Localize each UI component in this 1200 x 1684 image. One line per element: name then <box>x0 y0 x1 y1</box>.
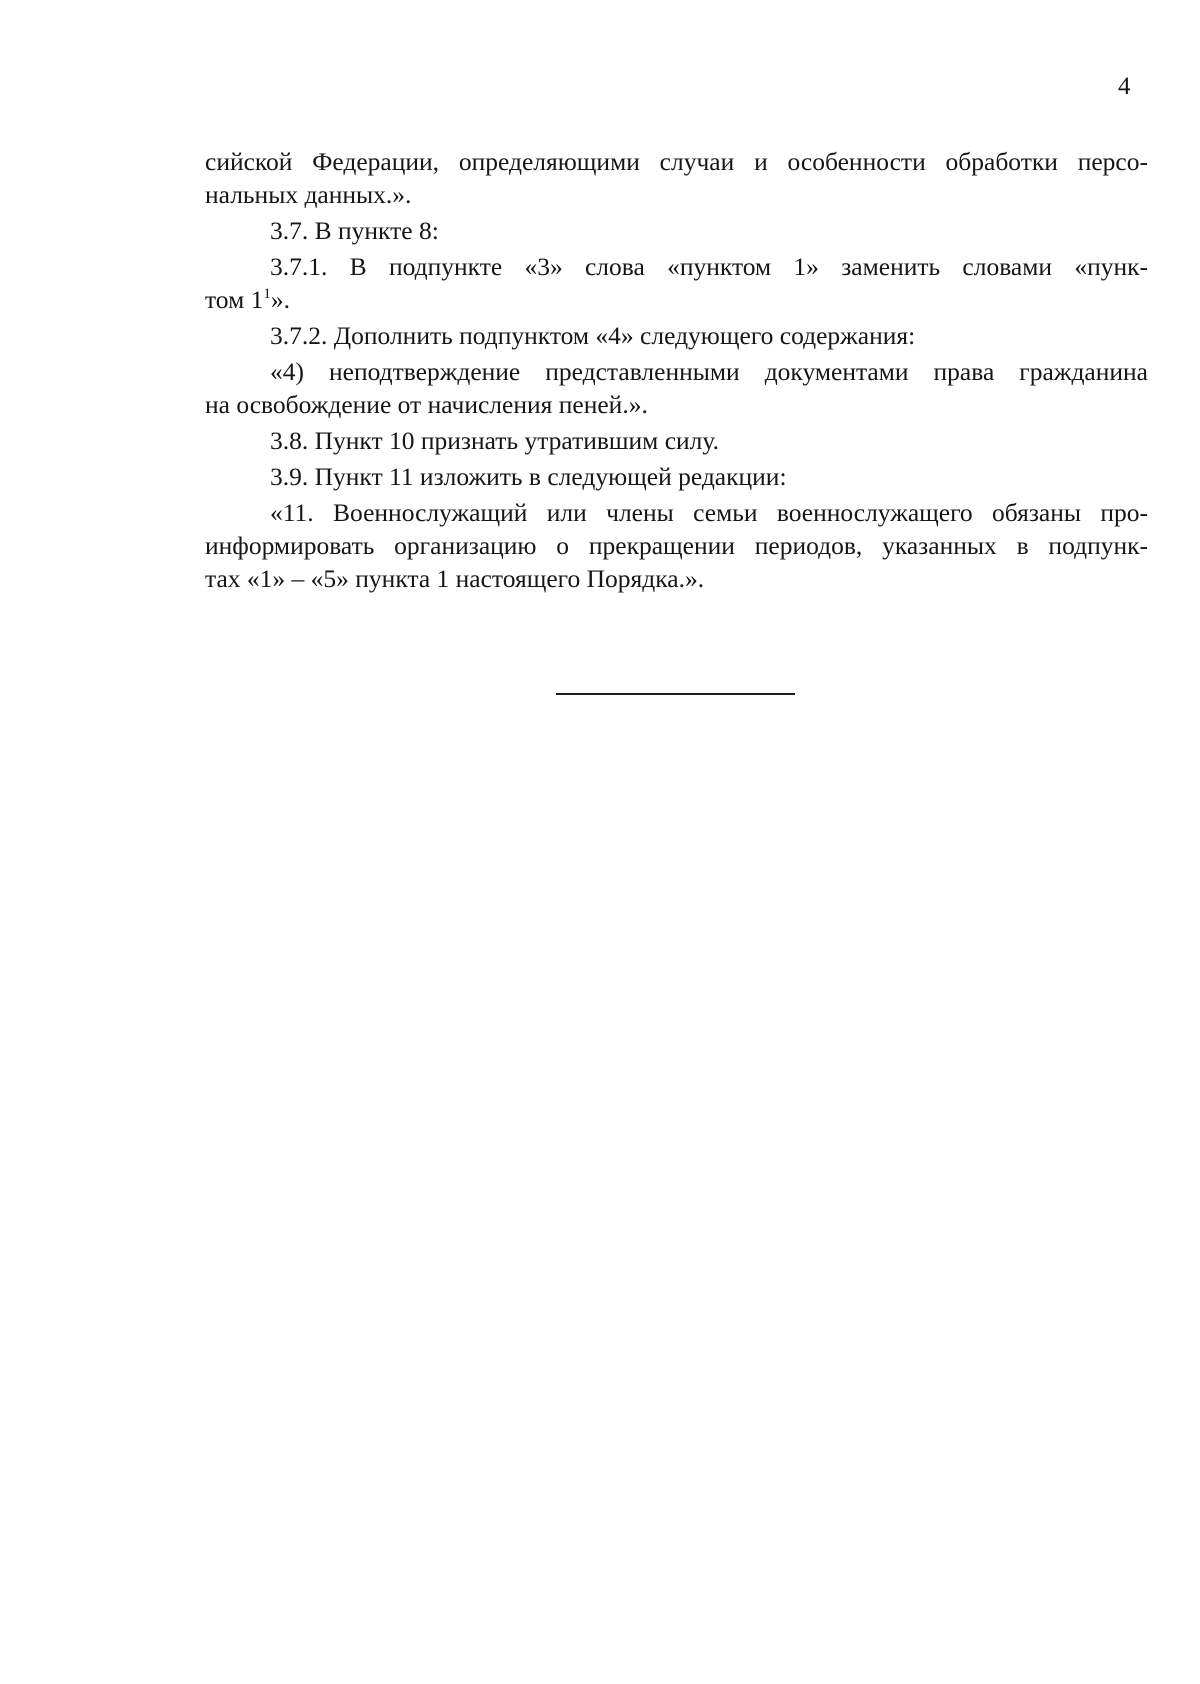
text-line: 3.7.1. В подпункте «3» слова «пунктом 1» заменить словами «пунк- <box>270 252 1148 281</box>
text-line: нальных данных.». <box>205 180 412 209</box>
text-line: 3.8. Пункт 10 признать утратившим силу. <box>270 426 719 455</box>
text-line: тах «1» – «5» пункта 1 настоящего Порядка.». <box>205 564 705 593</box>
text-fragment: том 1 <box>205 285 264 314</box>
text-line: «11. Военнослужащий или члены семьи военнослужащего обязаны про- <box>270 498 1148 527</box>
end-separator-line <box>556 693 795 695</box>
text-fragment: ». <box>270 285 290 314</box>
text-line: сийской Федерации, определяющими случаи и особенности обработки персо- <box>205 147 1148 176</box>
text-line: 3.9. Пункт 11 изложить в следующей редакции: <box>270 462 787 491</box>
text-line: 3.7.2. Дополнить подпунктом «4» следующего содержания: <box>270 321 916 350</box>
text-line <box>205 284 1148 316</box>
text-line: «4) неподтверждение представленными документами права гражданина <box>270 357 1148 386</box>
text-line: 3.7. В пункте 8: <box>270 216 439 245</box>
page-number: 4 <box>1118 73 1131 100</box>
text-line: информировать организацию о прекращении периодов, указанных в подпунк- <box>205 531 1148 560</box>
superscript: 1 <box>263 286 271 302</box>
text-line: на освобождение от начисления пеней.». <box>205 390 648 419</box>
